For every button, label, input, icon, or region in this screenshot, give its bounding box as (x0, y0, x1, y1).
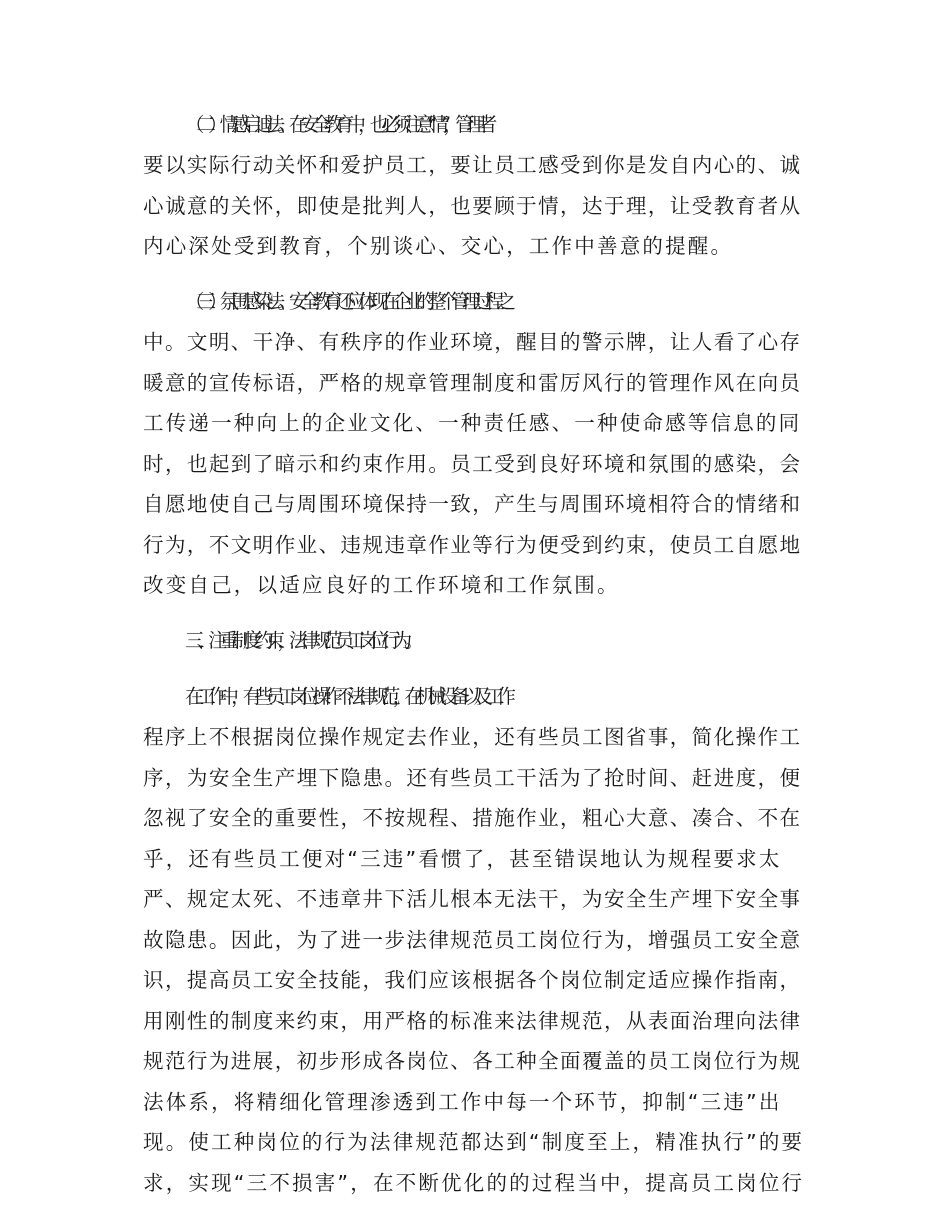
text-line: 现。使工种岗位的行为法律规范都达到“制度至上，精准执行”的要 (143, 1130, 805, 1154)
text-line: 程序上不根据岗位操作规定去作业，还有些员工图省事，简化操作工 (143, 725, 802, 749)
text-line: 用刚性的制度来约束，用严格的标准来法律规范，从表面治理向法律 (143, 1009, 802, 1033)
text-line: 规范行为进展，初步形成各岗位、各工种全面覆盖的员工岗位行为规 (143, 1049, 802, 1073)
text-line: 自愿地使自己与周围环境保持一致，产生与周围环境相符合的情绪和 (143, 492, 802, 516)
text-line: 求，实现“三不损害”，在不断优化的的过程当中，提高员工岗位行 (143, 1171, 805, 1195)
text-line: 序，为安全生产埋下隐患。还有些员工干活为了抢时间、赶进度，便 (143, 766, 802, 790)
text-line: 中。文明、干净、有秩序的作业环境，醒目的警示牌，让人看了心存 (143, 330, 802, 354)
text-line: 忽视了安全的重要性，不按规程、措施作业，粗心大意、凑合、不在 (143, 806, 802, 830)
text-line: 时，也起到了暗示和约束作用。员工受到良好环境和氛围的感染，会 (143, 452, 802, 476)
text-line: （二）情感启迪法。在安全教育中，也必须注意“情”，管理者 (185, 113, 490, 136)
text-line: 严、规定太死、不违章井下活儿根本无法干，为安全生产埋下安全事 (143, 887, 802, 911)
text-line: 故隐患。因此，为了进一步法律规范员工岗位行为，增强员工安全意 (143, 928, 802, 952)
text-line: 行为，不文明作业、违规违章作业等行为便受到约束，使员工自愿地 (143, 533, 802, 557)
text-line: 识，提高员工安全技能，我们应该根据各个岗位制定适应操作指南， (143, 968, 802, 992)
text-line: 法体系，将精细化管理渗透到工作中每一个环节，抑制“三违”出 (143, 1090, 782, 1114)
text-line: 内心深处受到教育，个别谈心、交心，工作中善意的提醒。 (143, 234, 734, 258)
text-line: （三）氛围感染法。安全教育还应体现在企业的整个管理过程之 (185, 290, 509, 313)
text-line: 要以实际行动关怀和爱护员工，要让员工感受到你是发自内心的、诚 (143, 153, 802, 177)
text-line: 暖意的宣传标语，严格的规章管理制度和雷厉风行的管理作风在向员 (143, 371, 802, 395)
text-line: 工传递一种向上的企业文化、一种责任感、一种使命感等信息的同 (143, 411, 802, 435)
text-line: 在工作中，有些员工岗位操作不法律规范，在机械设备以及工作 (185, 685, 509, 708)
text-line: 心诚意的关怀，即使是批判人，也要顾于情，达于理，让受教育者从 (143, 194, 802, 218)
text-line: 改变自己，以适应良好的工作环境和工作氛围。 (143, 573, 620, 597)
section-heading: 三、注重制度约束，法律规范员工岗位行为。 (185, 629, 416, 652)
text-line: 乎，还有些员工便对“三违”看惯了，甚至错误地认为规程要求太 (143, 847, 782, 871)
